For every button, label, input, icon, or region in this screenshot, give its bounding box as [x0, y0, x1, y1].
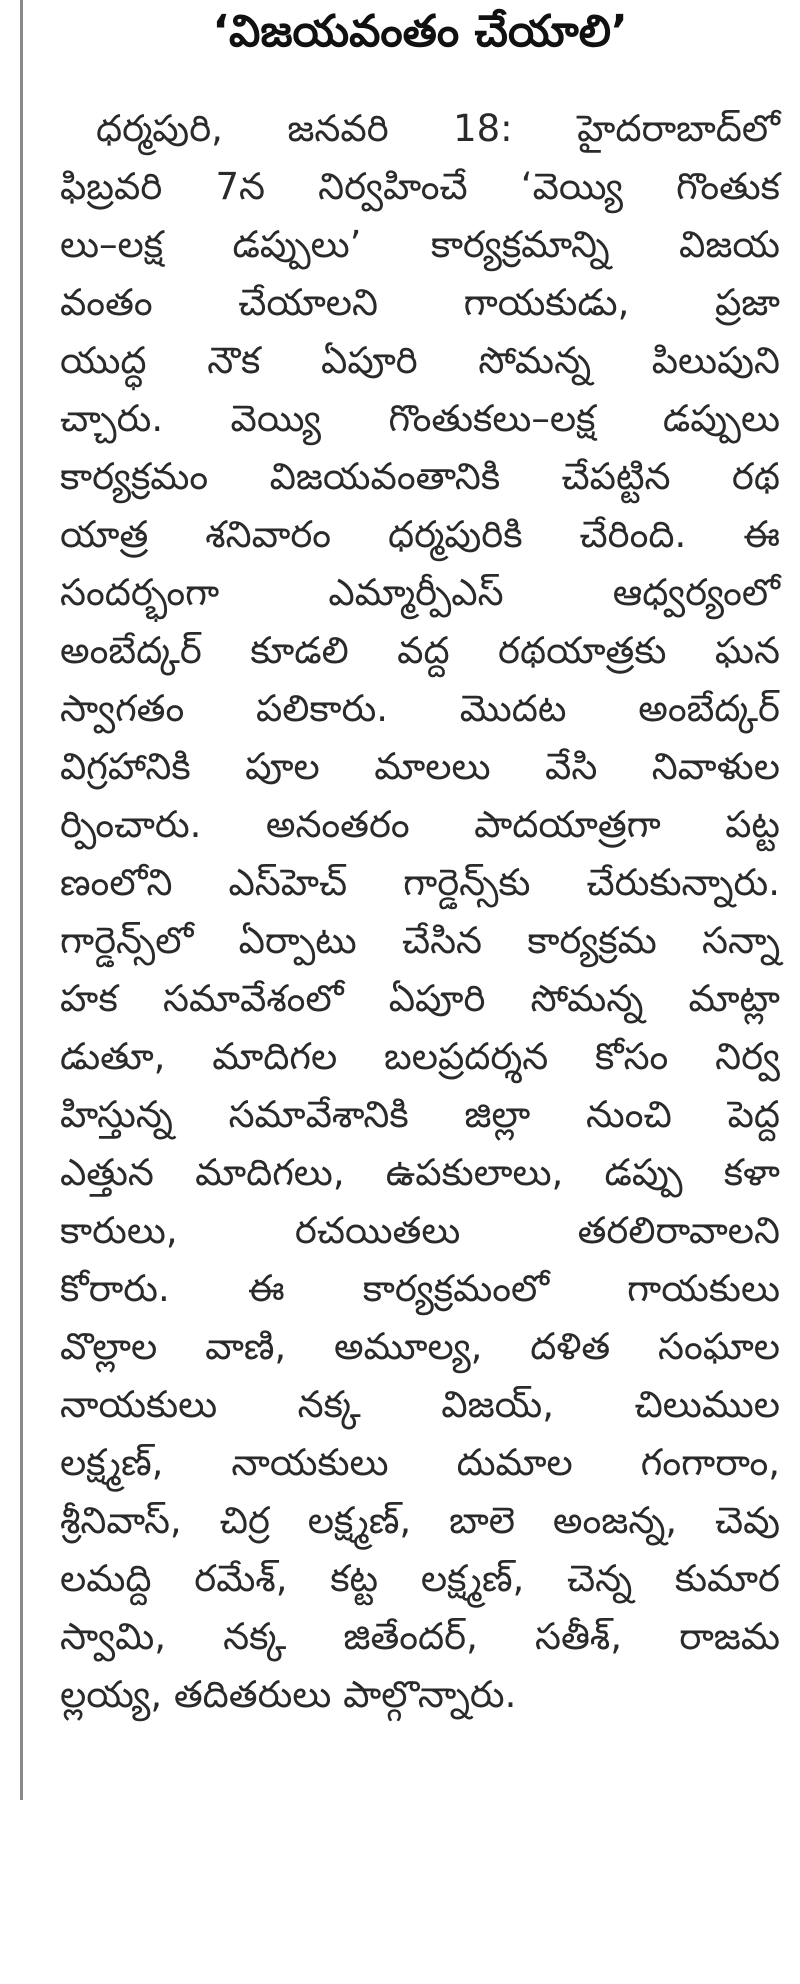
- article-line: స్వామి, నక్క జితేందర్, సతీశ్, రాజమ: [60, 1615, 780, 1658]
- article-line: లక్ష్మణ్, నాయకులు దుమాల గంగారాం,: [60, 1441, 780, 1484]
- article-line: కారులు, రచయితలు తరలిరావాలని: [60, 1209, 780, 1252]
- article-line: నాయకులు నక్క విజయ్, చిలుముల: [60, 1383, 780, 1426]
- article-line: గార్డెన్స్‌లో ఏర్పాటు చేసిన కార్యక్రమ సన్నా: [60, 919, 780, 962]
- article-body: [60, 100, 780, 1724]
- article-line: వొల్లాల వాణి, అమూల్య, దళిత సంఘాల: [60, 1325, 780, 1368]
- article-line: ఎత్తున మాదిగలు, ఉపకులాలు, డప్పు కళా: [60, 1151, 780, 1194]
- article-line: ఫిబ్రవరి 7న నిర్వహించే ‘వెయ్యి గొంతుక: [60, 165, 780, 208]
- article-line: స్వాగతం పలికారు. మొదట అంబేద్కర్: [60, 687, 780, 730]
- article-line: కార్యక్రమం విజయవంతానికి చేపట్టిన రథ: [60, 455, 780, 498]
- article-line: ణంలోని ఎస్‌హెచ్ గార్డెన్స్‌కు చేరుకున్నారు.: [60, 861, 780, 904]
- article-line: చ్చారు. వెయ్యి గొంతుకలు–లక్ష డప్పులు: [60, 397, 780, 440]
- article-line: లు–లక్ష డప్పులు’ కార్యక్రమాన్ని విజయ: [60, 223, 780, 266]
- article-line: హక సమావేశంలో ఏపూరి సోమన్న మాట్లా: [60, 977, 780, 1020]
- article-line: ల్లయ్య, తదితరులు పాల్గొన్నారు.: [60, 1673, 517, 1716]
- article-line: కోరారు. ఈ కార్యక్రమంలో గాయకులు: [60, 1267, 780, 1310]
- article-headline: ‘విజయవంతం చేయాలి’: [212, 6, 628, 57]
- article-line: లమద్ది రమేశ్, కట్ట లక్ష్మణ్, చెన్న కుమార: [60, 1557, 780, 1600]
- article-line: వంతం చేయాలని గాయకుడు, ప్రజా: [60, 281, 780, 324]
- article-line: యుద్ధ నౌక ఏపూరి సోమన్న పిలుపుని: [60, 339, 780, 382]
- article-line: ధర్మపురి, జనవరి 18: హైదరాబాద్‌లో: [96, 107, 780, 150]
- article-line: శ్రీనివాస్, చిర్ర లక్ష్మణ్, బాలె అంజన్న, చెవు: [60, 1499, 780, 1542]
- article-line: విగ్రహానికి పూల మాలలు వేసి నివాళుల: [60, 745, 780, 788]
- article-line: ర్పించారు. అనంతరం పాదయాత్రగా పట్ట: [60, 803, 780, 846]
- article-line: డుతూ, మాదిగల బలప్రదర్శన కోసం నిర్వ: [60, 1035, 780, 1078]
- article-line: సందర్భంగా ఎమ్మార్పీఎస్ ఆధ్వర్యంలో: [60, 571, 780, 614]
- column-divider-rule: [20, 0, 23, 1800]
- article-line: హిస్తున్న సమావేశానికి జిల్లా నుంచి పెద్ద: [60, 1093, 780, 1136]
- news-article: [60, 0, 780, 1724]
- article-line: అంబేద్కర్ కూడలి వద్ద రథయాత్రకు ఘన: [60, 629, 780, 672]
- article-line: యాత్ర శనివారం ధర్మపురికి చేరింది. ఈ: [60, 513, 780, 556]
